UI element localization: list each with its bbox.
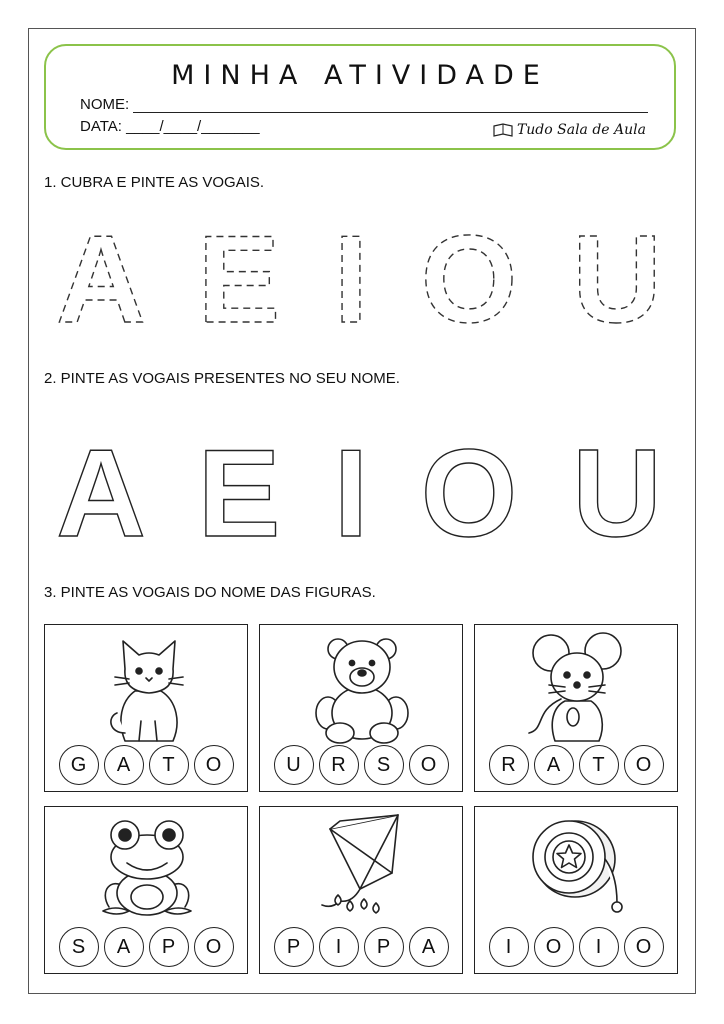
letter-circle[interactable]: O [624, 745, 664, 785]
dashed-letter[interactable]: U [572, 220, 662, 332]
letter-circle[interactable]: G [59, 745, 99, 785]
letter-circle[interactable]: S [59, 927, 99, 967]
letter-circle[interactable]: A [104, 745, 144, 785]
outline-letter[interactable]: U [572, 432, 662, 544]
page-title: MINHA ATIVIDADE [171, 60, 549, 91]
teddy-bear-icon [310, 629, 414, 745]
letter-circle[interactable]: O [194, 927, 234, 967]
letter-circle[interactable]: A [104, 927, 144, 967]
letter-circle[interactable]: O [194, 745, 234, 785]
dashed-letter[interactable]: A [56, 220, 146, 332]
instruction-2: 2. PINTE AS VOGAIS PRESENTES NO SEU NOME. [44, 370, 400, 387]
letter-circle[interactable]: R [489, 745, 529, 785]
letter-circle[interactable]: I [489, 927, 529, 967]
letter-circle[interactable]: P [274, 927, 314, 967]
outline-letter[interactable]: A [56, 432, 146, 544]
letter-row [45, 927, 247, 967]
letter-circle[interactable]: O [409, 745, 449, 785]
instruction-1: 1. CUBRA E PINTE AS VOGAIS. [44, 174, 265, 191]
header-box [44, 44, 676, 150]
letter-circle[interactable]: O [624, 927, 664, 967]
name-field[interactable] [80, 96, 648, 113]
mouse-icon [525, 629, 629, 745]
letter-row [260, 745, 462, 785]
brand-logo [493, 122, 646, 138]
outline-letter[interactable]: E [197, 432, 281, 544]
letter-circle[interactable]: P [149, 927, 189, 967]
picture-card-cat [44, 624, 248, 792]
dashed-letter[interactable]: E [197, 220, 281, 332]
date-field[interactable] [80, 118, 260, 135]
letter-circle[interactable]: S [364, 745, 404, 785]
brand-name: Tudo Sala de Aula [516, 122, 646, 138]
letter-row [260, 927, 462, 967]
letter-row [475, 927, 677, 967]
picture-card-kite [259, 806, 463, 974]
letter-row [475, 745, 677, 785]
dashed-letter[interactable]: O [420, 220, 518, 332]
letter-circle[interactable]: P [364, 927, 404, 967]
picture-card-yoyo [474, 806, 678, 974]
picture-card-bear [259, 624, 463, 792]
name-line[interactable] [133, 98, 648, 113]
cat-icon [95, 629, 199, 745]
picture-card-frog [44, 806, 248, 974]
letter-circle[interactable]: A [534, 745, 574, 785]
letter-circle[interactable]: O [534, 927, 574, 967]
date-blank: ____/____/_______ [126, 118, 260, 135]
yoyo-icon [525, 811, 629, 927]
kite-icon [310, 811, 414, 927]
letter-circle[interactable]: I [579, 927, 619, 967]
book-icon [493, 123, 513, 137]
letter-circle[interactable]: R [319, 745, 359, 785]
letter-circle[interactable]: T [149, 745, 189, 785]
frog-icon [95, 811, 199, 927]
letter-circle[interactable]: I [319, 927, 359, 967]
dashed-letter[interactable]: I [333, 220, 369, 332]
letter-circle[interactable]: T [579, 745, 619, 785]
instruction-3: 3. PINTE AS VOGAIS DO NOME DAS FIGURAS. [44, 584, 376, 601]
name-label: NOME: [80, 96, 130, 113]
outline-letter[interactable]: I [333, 432, 369, 544]
letter-circle[interactable]: A [409, 927, 449, 967]
outline-letter[interactable]: O [420, 432, 518, 544]
letter-circle[interactable]: U [274, 745, 314, 785]
dashed-vowels[interactable] [0, 220, 724, 332]
letter-row [45, 745, 247, 785]
outline-vowels[interactable] [0, 432, 724, 544]
picture-card-mouse [474, 624, 678, 792]
date-label: DATA: [80, 118, 122, 135]
